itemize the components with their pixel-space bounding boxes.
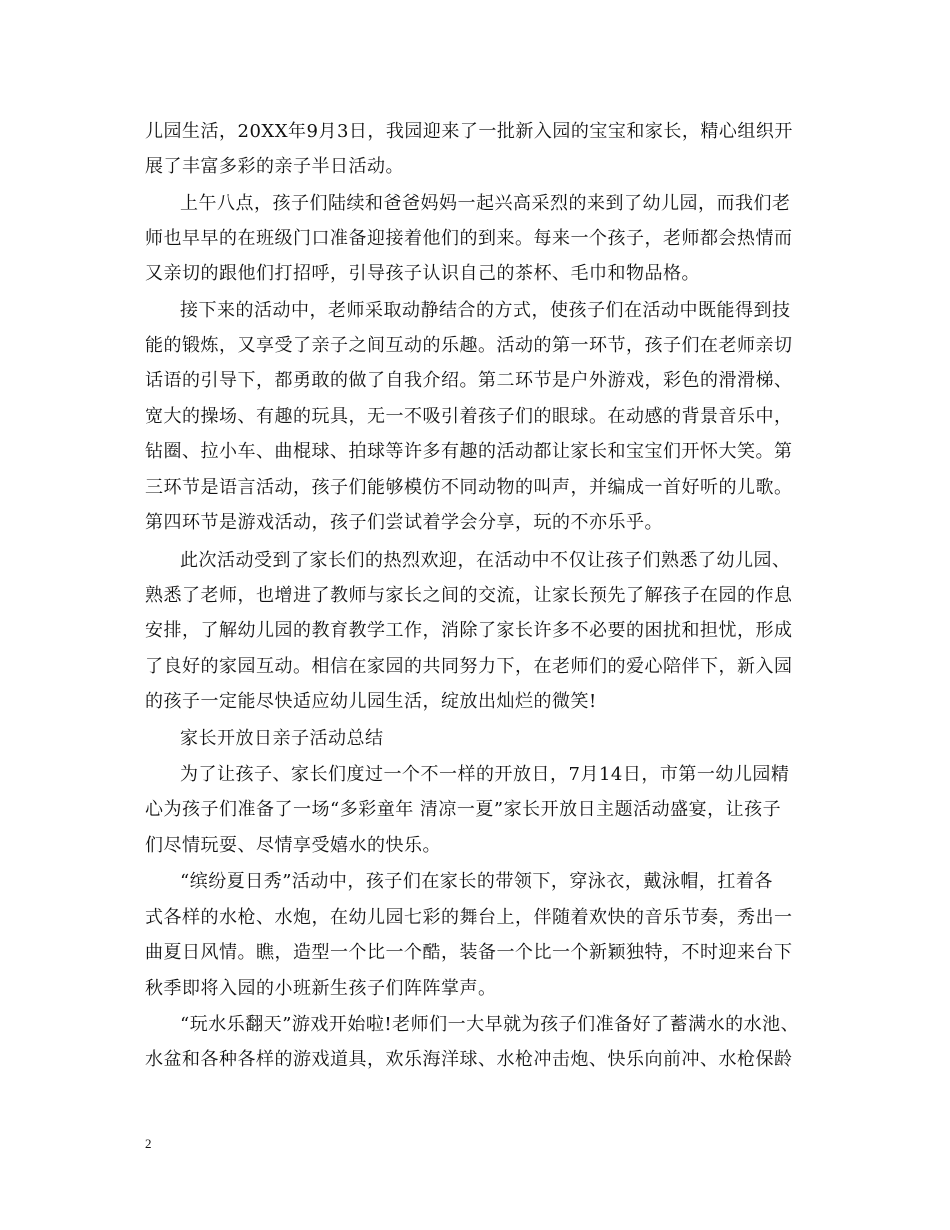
text-line: 们尽情玩耍、尽情享受嬉水的快乐。 [145,835,441,856]
text-line: 三环节是语言活动，孩子们能够模仿不同动物的叫声，并编成一首好听的儿歌。 [145,477,793,498]
text-line: 水盆和各种各样的游戏道具，欢乐海洋球、水枪冲击炮、快乐向前冲、水枪保龄 [145,1049,793,1070]
text-line: 了良好的家园互动。相信在家园的共同努力下，在老师们的爱心陪伴下，新入园 [145,656,793,677]
section-heading: 家长开放日亲子活动总结 [180,728,384,749]
paragraph-start: 为了让孩子、家长们度过一个不一样的开放日，7月14日，市第一幼儿园精 [180,764,790,785]
text-line: 熟悉了老师，也增进了教师与家长之间的交流，让家长预先了解孩子在园的作息 [145,585,793,606]
paragraph-start: “缤纷夏日秀”活动中，孩子们在家长的带领下，穿泳衣，戴泳帽，扛着各 [180,871,773,892]
text-line: 曲夏日风情。瞧，造型一个比一个酷，装备一个比一个新颖独特，不时迎来台下 [145,942,793,963]
text-line: 心为孩子们准备了一场“多彩童年 清凉一夏”家长开放日主题活动盛宴，让孩子 [145,799,782,820]
page-number: 2 [145,1136,152,1151]
text-line: 儿园生活，20XX年9月3日，我园迎来了一批新入园的宝宝和家长，精心组织开 [145,121,793,142]
paragraph-start: 此次活动受到了家长们的热烈欢迎，在活动中不仅让孩子们熟悉了幼儿园、 [180,550,791,571]
text-line: 第四环节是游戏活动，孩子们尝试着学会分享，玩的不亦乐乎。 [145,512,663,533]
text-line: 师也早早的在班级门口准备迎接着他们的到来。每来一个孩子，老师都会热情而 [145,228,793,249]
text-line: 秋季即将入园的小班新生孩子们阵阵掌声。 [145,978,497,999]
text-line: 宽大的操场、有趣的玩具，无一不吸引着孩子们的眼球。在动感的背景音乐中， [145,406,793,427]
text-line: 安排，了解幼儿园的教育教学工作，消除了家长许多不必要的困扰和担忧，形成 [145,620,793,641]
text-line: 又亲切的跟他们打招呼，引导孩子认识自己的茶杯、毛巾和物品格。 [145,263,700,284]
text-line: 展了丰富多彩的亲子半日活动。 [145,156,404,177]
text-line: 式各样的水枪、水炮，在幼儿园七彩的舞台上，伴随着欢快的音乐节奏，秀出一 [145,907,793,928]
paragraph-start: “玩水乐翻天”游戏开始啦!老师们一大早就为孩子们准备好了蓄满水的水池、 [180,1014,800,1035]
paragraph-start: 接下来的活动中，老师采取动静结合的方式，使孩子们在活动中既能得到技 [180,300,791,321]
text-line: 钻圈、拉小车、曲棍球、拍球等许多有趣的活动都让家长和宝宝们开怀大笑。第 [145,441,793,462]
paragraph-start: 上午八点，孩子们陆续和爸爸妈妈一起兴高采烈的来到了幼儿园，而我们老 [180,193,791,214]
text-line: 话语的引导下，都勇敢的做了自我介绍。第二环节是户外游戏，彩色的滑滑梯、 [145,370,793,391]
text-line: 能的锻炼，又享受了亲子之间互动的乐趣。活动的第一环节，孩子们在老师亲切 [145,335,793,356]
text-line: 的孩子一定能尽快适应幼儿园生活，绽放出灿烂的微笑! [145,691,597,712]
